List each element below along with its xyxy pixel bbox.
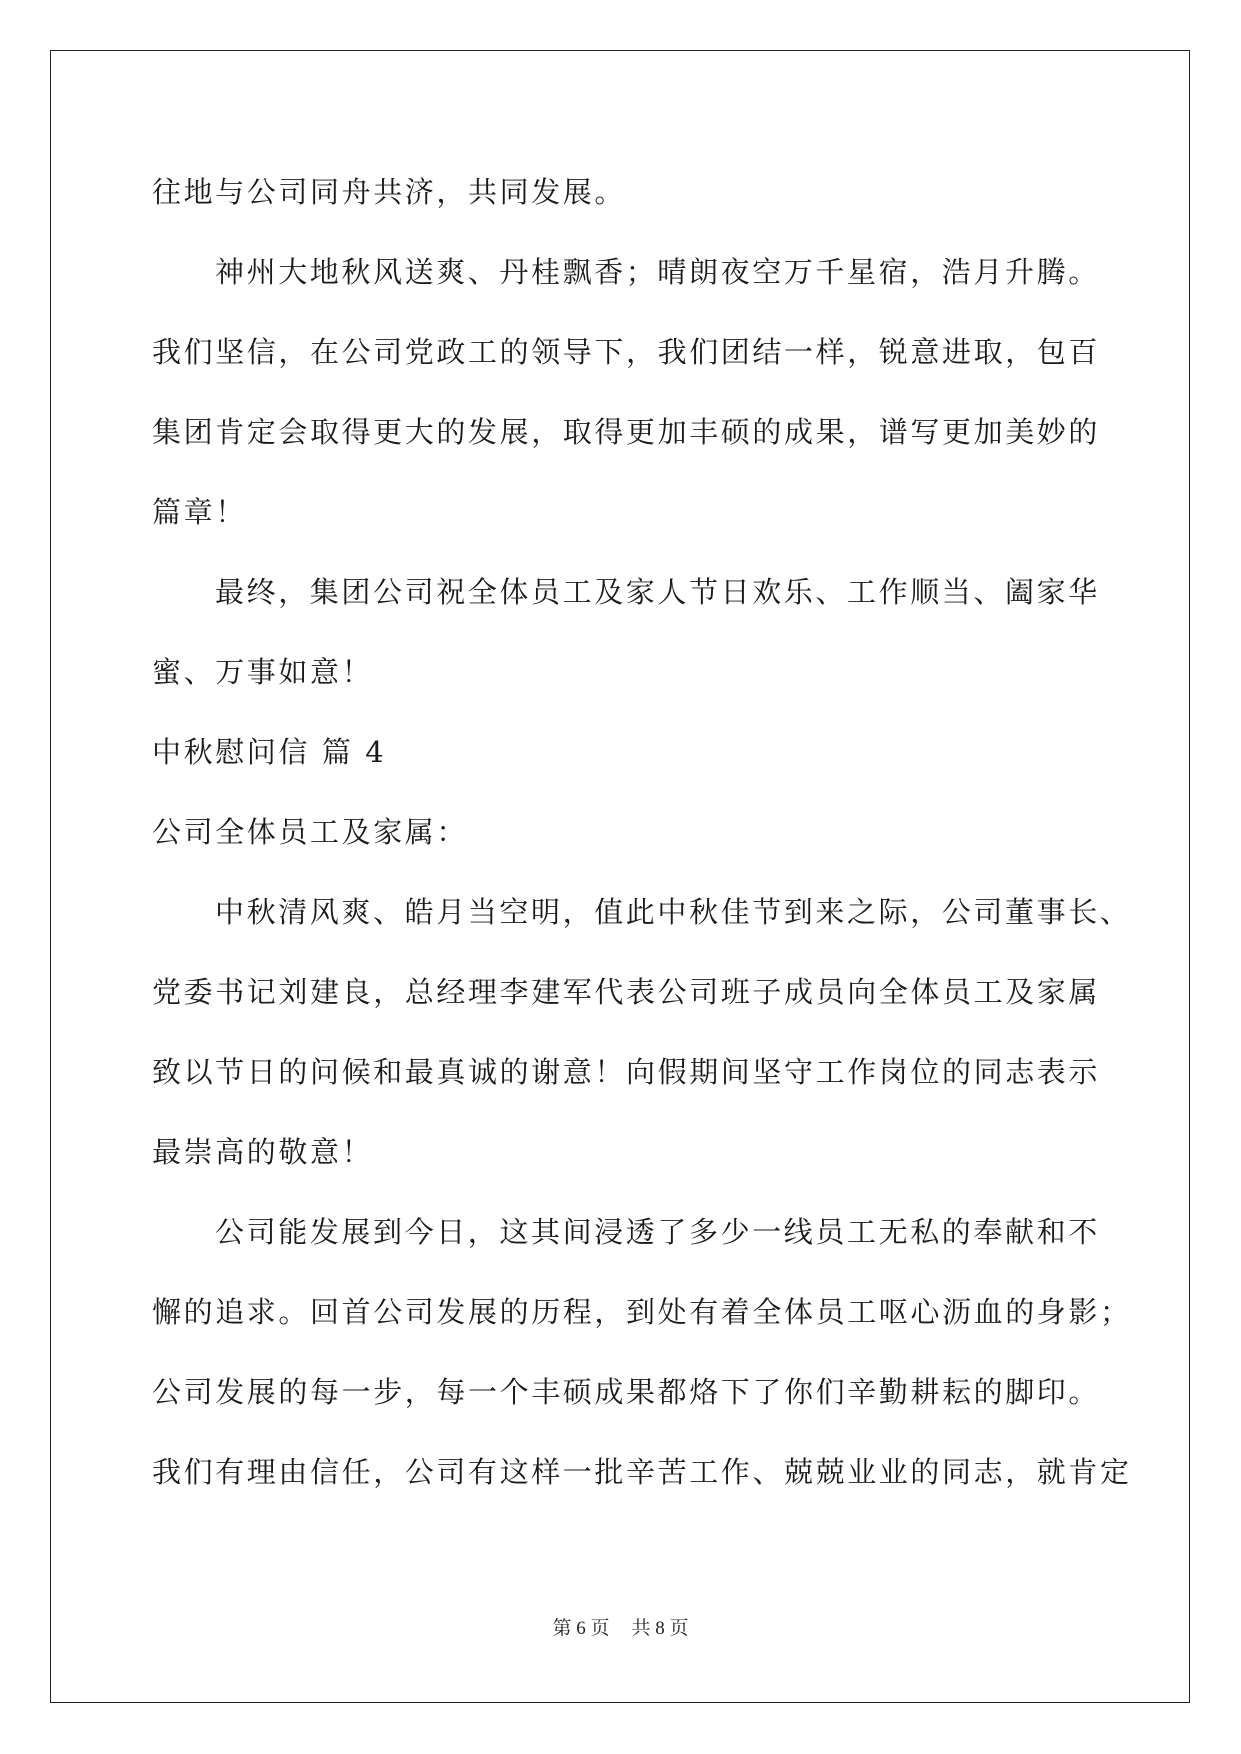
paragraph-line: 最崇高的敬意！ — [152, 1135, 374, 1169]
salutation: 公司全体员工及家属： — [152, 815, 469, 849]
paragraph-line: 蜜、万事如意！ — [152, 655, 374, 689]
paragraph-line: 我们坚信，在公司党政工的领导下，我们团结一样，锐意进取，包百 — [152, 335, 1101, 369]
paragraph-line: 我们有理由信任，公司有这样一批辛苦工作、兢兢业业的同志，就肯定 — [152, 1455, 1132, 1489]
paragraph-line: 往地与公司同舟共济，共同发展。 — [152, 175, 627, 209]
paragraph-line: 懈的追求。回首公司发展的历程，到处有着全体员工呕心沥血的身影； — [152, 1295, 1132, 1329]
paragraph-line: 公司能发展到今日，这其间浸透了多少一线员工无私的奉献和不 — [215, 1215, 1100, 1249]
paragraph-line: 中秋清风爽、皓月当空明，值此中秋佳节到来之际，公司董事长、 — [215, 895, 1132, 929]
paragraph-line: 神州大地秋风送爽、丹桂飘香；晴朗夜空万千星宿，浩月升腾。 — [215, 255, 1100, 289]
paragraph-line: 最终，集团公司祝全体员工及家人节日欢乐、工作顺当、阖家华 — [215, 575, 1100, 609]
paragraph-line: 党委书记刘建良，总经理李建军代表公司班子成员向全体员工及家属 — [152, 975, 1101, 1009]
section-heading: 中秋慰问信 篇 4 — [152, 735, 387, 769]
paragraph-line: 集团肯定会取得更大的发展，取得更加丰硕的成果，谱写更加美妙的 — [152, 415, 1101, 449]
paragraph-line: 篇章！ — [152, 495, 247, 529]
paragraph-line: 公司发展的每一步，每一个丰硕成果都烙下了你们辛勤耕耘的脚印。 — [152, 1375, 1101, 1409]
page-number: 第 6 页 — [552, 1618, 610, 1639]
page-total: 共 8 页 — [631, 1618, 689, 1639]
paragraph-line: 致以节日的问候和最真诚的谢意！向假期间坚守工作岗位的同志表示 — [152, 1055, 1101, 1089]
page-footer — [0, 1613, 1241, 1640]
